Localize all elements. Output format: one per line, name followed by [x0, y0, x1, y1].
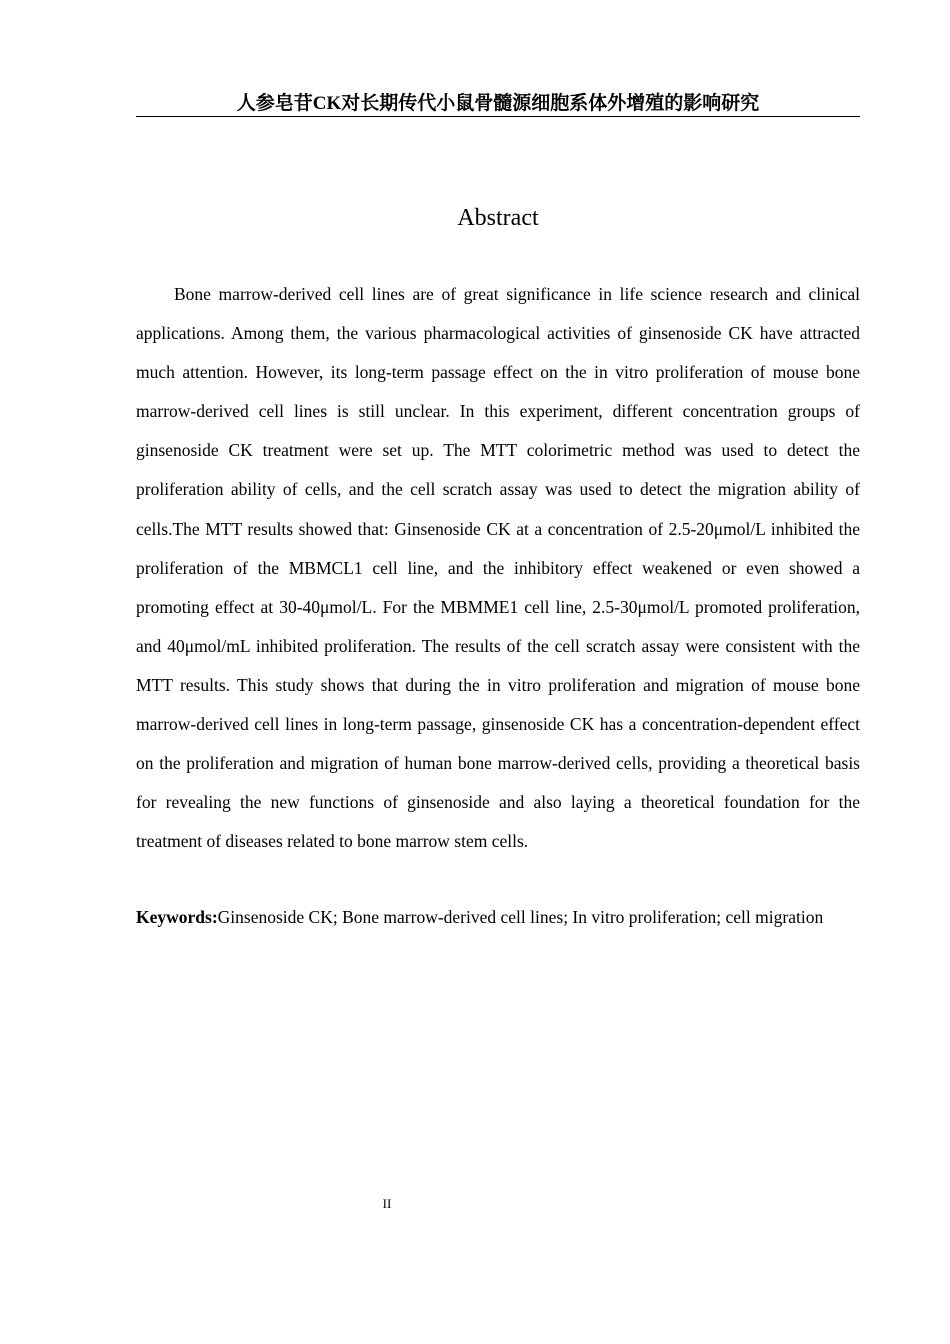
keywords-block [136, 898, 860, 937]
keywords-label: Keywords: [136, 907, 218, 927]
page-number: II [382, 1196, 392, 1211]
running-header-title: 人参皂苷CK对长期传代小鼠骨髓源细胞系体外增殖的影响研究 [236, 93, 760, 114]
keywords-text: Ginsenoside CK; Bone marrow-derived cell lines; In vitro proliferation; cell migration [217, 907, 824, 927]
running-header [136, 91, 860, 117]
abstract-body: Bone marrow-derived cell lines are of great significance in life science research and clinical applications. Among them, the various pharmacological activities of ginsenoside CK have attracted much attention. However, its long-term passage effect on the in vitro proliferation of mouse bone marrow-derived cell lines is still unclear. In this experiment, different concentration groups of ginsenoside CK treatment were set up. The MTT colorimetric method was used to detect the proliferation ability of cells, and the cell scratch assay was used to detect the migration ability of cells.The MTT results showed that: Ginsenoside CK at a concentration of 2.5-20μmol/L inhibited the proliferation of the MBMCL1 cell line, and the inhibitory effect weakened or even showed a promoting effect at 30-40μmol/L. For the MBMME1 cell line, 2.5-30μmol/L promoted proliferation, and 40μmol/mL inhibited proliferation. The results of the cell scratch assay were consistent with the MTT results. This study shows that during the in vitro proliferation and migration of mouse bone marrow-derived cell lines in long-term passage, ginsenoside CK has a concentration-dependent effect on the proliferation and migration of human bone marrow-derived cells, providing a theoretical basis for revealing the new functions of ginsenoside and also laying a theoretical foundation for the treatment of diseases related to bone marrow stem cells. [136, 284, 860, 852]
abstract-heading: Abstract [457, 205, 539, 231]
